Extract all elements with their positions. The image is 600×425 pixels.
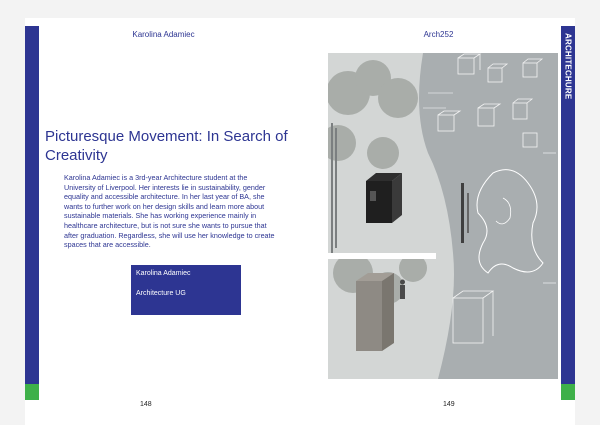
section-tab — [561, 26, 575, 106]
project-board-illustration — [328, 53, 558, 379]
right-page-header: Arch252 — [423, 30, 454, 39]
right-page-number: 149 — [443, 401, 455, 408]
author-name: Karolina Adamiec — [136, 270, 191, 277]
author-box — [131, 265, 241, 315]
author-course: Architecture UG — [136, 290, 186, 297]
right-green-marker — [561, 384, 575, 400]
left-green-marker — [25, 384, 39, 400]
section-tab-label: ARCHITECHURE — [563, 32, 573, 100]
author-bio: Karolina Adamiec is a 3rd-year Architecture student at the University of Liverpool. Her interests lie in sustainability, gender equality and accessible architecture. In her last year of BA, she wants to further work on her design skills and learn more about sustainable materials. She has working experience mainly in healthcare architecture, but is not sure she wants to pursue that after graduation. Regardless, she will use her knowledge to create spaces that are accessible. — [64, 173, 275, 250]
left-page-number: 148 — [140, 401, 152, 408]
architecture-project-board — [328, 53, 558, 379]
article-title: Picturesque Movement: In Search of Creativity — [45, 128, 288, 164]
left-margin-bar — [25, 26, 39, 384]
left-page-header: Karolina Adamiec — [132, 30, 195, 39]
